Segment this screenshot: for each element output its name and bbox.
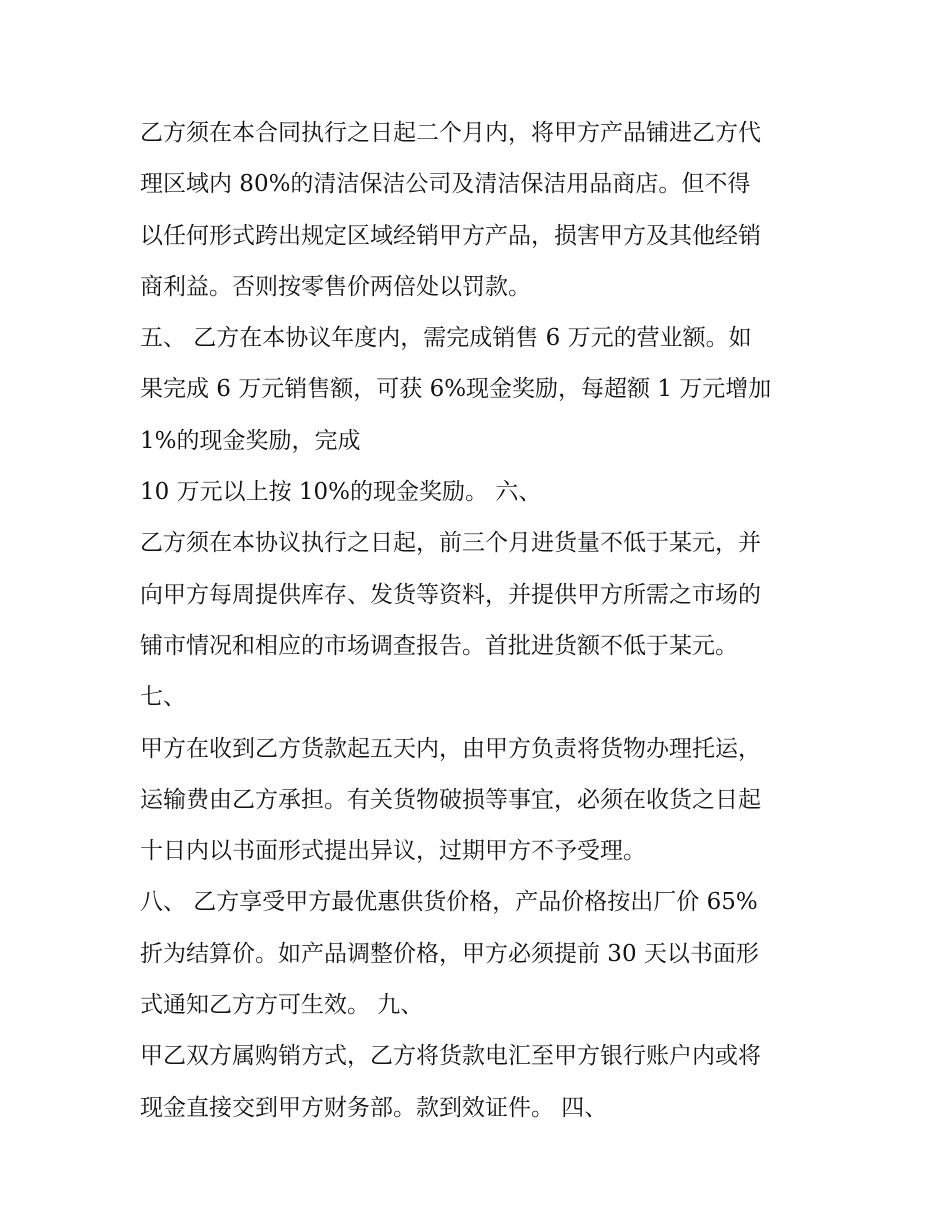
text-line: 甲乙双方属购销方式，乙方将货款电汇至甲方银行账户内或将 — [140, 1043, 761, 1070]
text-line: 10 万元以上按 10%的现金奖励。 六、 — [140, 479, 542, 506]
text-line: 向甲方每周提供库存、发货等资料，并提供甲方所需之市场的 — [140, 581, 761, 608]
text-line: 乙方须在本协议执行之日起，前三个月进货量不低于某元，并 — [140, 530, 761, 557]
text-line: 铺市情况和相应的市场调查报告。首批进货额不低于某元。 — [140, 632, 738, 659]
text-line: 理区域内 80%的清洁保洁公司及清洁保洁用品商店。但不得 — [140, 171, 751, 198]
text-line: 五、 乙方在本协议年度内，需完成销售 6 万元的营业额。如 — [140, 325, 752, 352]
text-line: 果完成 6 万元销售额，可获 6%现金奖励，每超额 1 万元增加 — [140, 376, 772, 403]
text-line: 七、 — [140, 684, 186, 711]
text-line: 以任何形式跨出规定区域经销甲方产品，损害甲方及其他经销 — [140, 222, 761, 249]
text-line: 现金直接交到甲方财务部。款到效证件。 四、 — [140, 1094, 608, 1121]
text-line: 商利益。否则按零售价两倍处以罚款。 — [140, 273, 531, 300]
text-line: 折为结算价。如产品调整价格，甲方必须提前 30 天以书面形 — [140, 940, 759, 967]
text-line: 运输费由乙方承担。有关货物破损等事宜，必须在收货之日起 — [140, 786, 761, 813]
text-line: 八、 乙方享受甲方最优惠供货价格，产品价格按出厂价 65% — [140, 889, 758, 916]
text-line: 乙方须在本合同执行之日起二个月内，将甲方产品铺进乙方代 — [140, 120, 761, 146]
text-line: 甲方在收到乙方货款起五天内，由甲方负责将货物办理托运， — [140, 735, 761, 762]
contract-text — [140, 108, 830, 1134]
text-line: 1%的现金奖励，完成 — [140, 427, 361, 454]
text-line: 式通知乙方方可生效。 九、 — [140, 992, 424, 1019]
text-line: 十日内以书面形式提出异议，过期甲方不予受理。 — [140, 838, 646, 865]
